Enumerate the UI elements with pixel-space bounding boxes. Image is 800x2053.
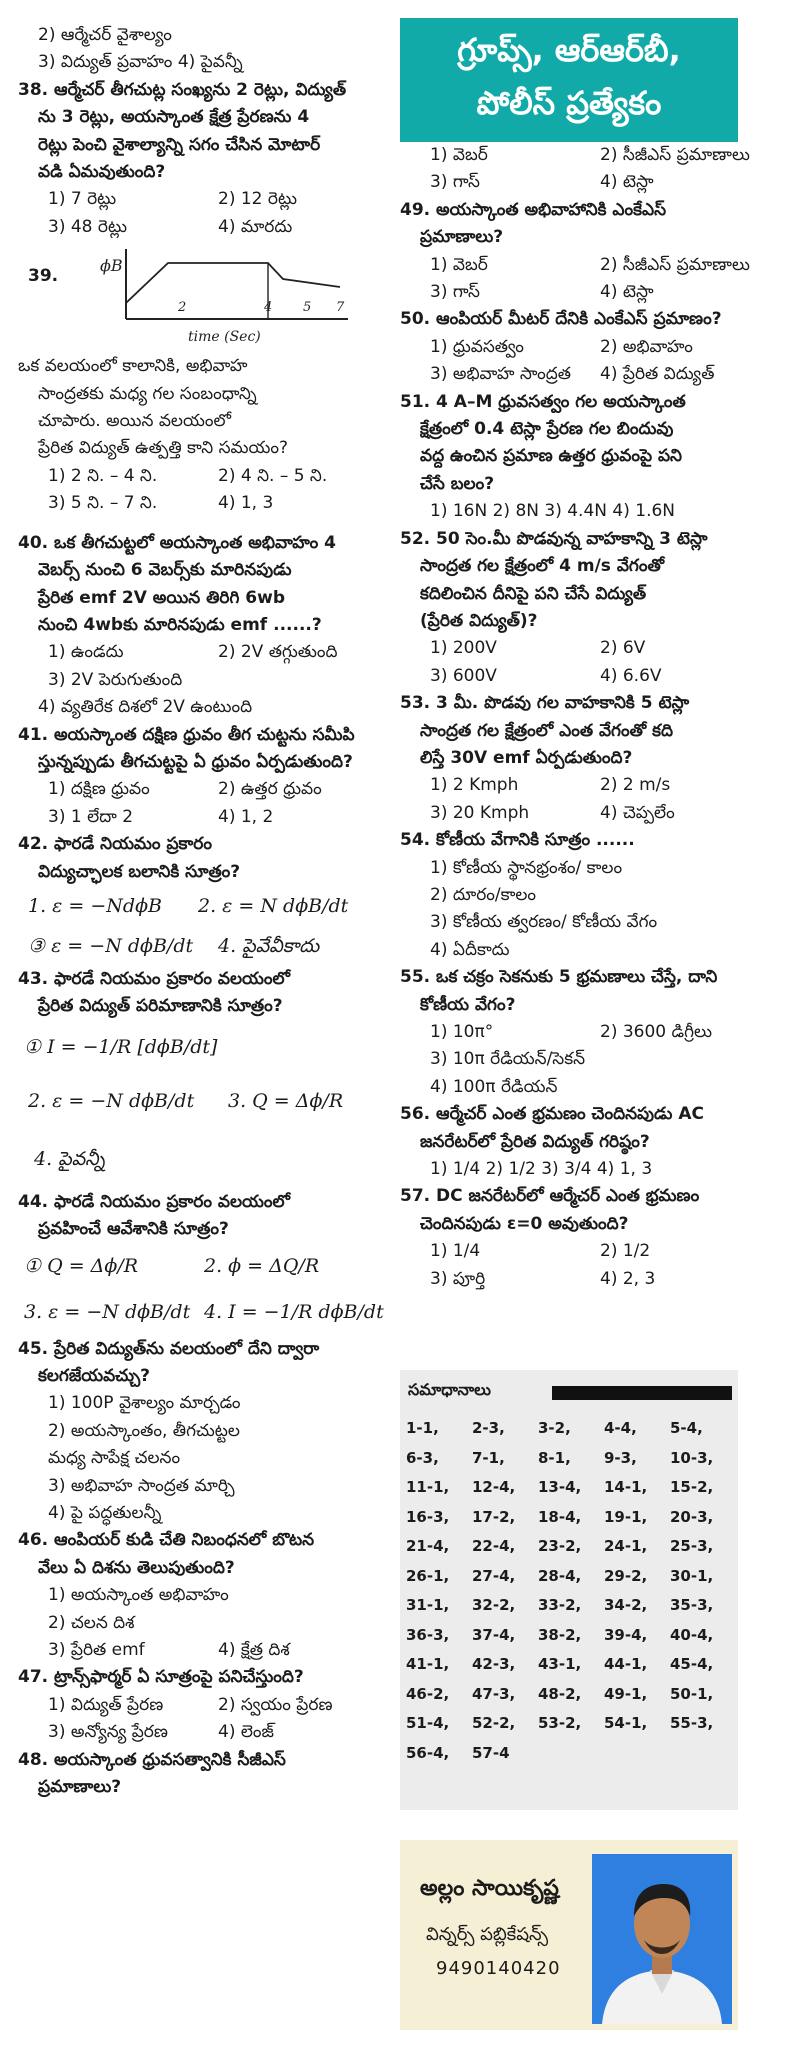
answer-cell: 25-3, [670, 1537, 714, 1555]
author-publisher: విన్నర్స్ పబ్లికేషన్స్ [426, 1924, 549, 1945]
answer-cell: 57-4 [472, 1743, 510, 1762]
answer-cell: 55-3, [670, 1714, 714, 1732]
q44-handwritten-options: ① Q = Δϕ/R 2. ϕ = ΔQ/R [24, 1254, 320, 1277]
q39-options: 3) 5 ని. – 7 ని. 4) 1, 3 [48, 493, 274, 514]
q45-option: 2) అయస్కాంతం, తీగచుట్టల [48, 1420, 240, 1441]
q57-options: 1) 1/4 2) 1/2 [430, 1241, 651, 1262]
answer-cell: 39-4, [604, 1625, 648, 1644]
q48-options: 1) వెబర్ 2) సీజీఎస్ ప్రమాణాలు [430, 145, 750, 165]
answer-cell: 27-4, [472, 1566, 516, 1585]
q49-options: 1) వెబర్ 2) సీజీఎస్ ప్రమాణాలు [430, 254, 750, 275]
answer-key-grid [406, 1414, 736, 1768]
answer-cell: 21-4, [406, 1537, 450, 1555]
q40-line: నుంచి 4wbకు మారినపుడు emf ......? [38, 614, 322, 635]
answer-cell: 52-2, [472, 1714, 516, 1732]
answer-cell: 29-2, [604, 1566, 648, 1585]
answer-cell: 13-4, [538, 1478, 582, 1496]
q52-options: 1) 200V 2) 6V [430, 638, 646, 659]
q51-line: చేసే బలం? [420, 473, 495, 494]
q40-line: ప్రేరిత emf 2V అయిన తిరిగి 6wb [38, 587, 285, 608]
q39-line: సాంద్రతకు మధ్య గల సంబంధాన్ని [38, 383, 257, 404]
graph-tick: 7 [336, 300, 345, 316]
q39-graph-area [18, 241, 398, 353]
answer-cell: 28-4, [538, 1566, 582, 1585]
q40-line: 40. ఒక తీగచుట్టలో అయస్కాంత అభివాహం 4 [18, 532, 336, 553]
answer-cell: 11-1, [406, 1478, 450, 1496]
answer-cell: 35-3, [670, 1596, 714, 1614]
q48-line: 48. అయస్కాంత ధ్రువసత్వానికి సీజీఎస్ [18, 1749, 286, 1770]
answer-cell: 18-4, [538, 1507, 582, 1526]
answer-cell: 15-2, [670, 1478, 714, 1496]
q51-options: 1) 16N 2) 8N 3) 4.4N 4) 1.6N [430, 501, 676, 522]
q54-line: 54. కోణీయ వేగానికి సూత్రం ...... [400, 830, 635, 851]
q39-options: 1) 2 ని. – 4 ని. 2) 4 ని. – 5 ని. [48, 465, 328, 486]
q40-line: వెబర్స్ నుంచి 6 వెబర్స్‌కు మారినపుడు [38, 560, 292, 581]
answer-row [406, 1650, 736, 1680]
answer-cell: 6-3, [406, 1448, 439, 1467]
q46-option: 1) అయస్కాంత అభివాహం [48, 1585, 229, 1606]
answer-key-box [400, 1370, 738, 1810]
banner-line: గ్రూప్స్, ఆర్‌ఆర్‌బీ, [457, 31, 681, 69]
author-box [400, 1840, 738, 2030]
q43-handwritten-option: 4. పైవన్నీ [34, 1147, 106, 1170]
answer-cell: 49-1, [604, 1684, 648, 1703]
q53-options: 3) 20 Kmph 4) చెప్పలేం [430, 802, 675, 823]
q52-options: 3) 600V 4) 6.6V [430, 665, 662, 686]
answer-cell: 37-4, [472, 1625, 516, 1644]
q42-handwritten-options: ③ ε = −N dϕB/dt 4. పైవేవీకాదు [28, 934, 320, 957]
q55-option: 4) 100π రేడియన్ [430, 1076, 558, 1097]
q37-option-line: 2) ఆర్మేచర్ వైశాల్యం [38, 25, 172, 45]
q45-option: 3) అభివాహ సాంద్రత మార్చి [48, 1475, 235, 1496]
answer-cell: 4-4, [604, 1419, 637, 1437]
answer-cell: 50-1, [670, 1684, 714, 1703]
q43-line: 43. ఫారడే నియమం ప్రకారం వలయంలో [18, 968, 291, 989]
q49-line: 49. అయస్కాంత అభివాహానికి ఎంకేఎస్ [400, 199, 667, 220]
q52-line: సాంద్రత గల క్షేత్రంలో 4 m/s వేగంతో [420, 556, 665, 577]
q45-option: 1) 100P వైశాల్యం మార్చడం [48, 1393, 241, 1414]
answer-row [406, 1473, 736, 1503]
q38-options: 1) 7 రెట్లు 2) 12 రెట్లు [48, 189, 297, 210]
q52-line: (ప్రేరిత విద్యుత్)? [420, 610, 538, 631]
graph-x-label: time (Sec) [188, 329, 261, 346]
answer-cell: 45-4, [670, 1655, 714, 1673]
banner-line: పోలీస్ ప్రత్యేకం [476, 84, 662, 122]
q52-line: కదిలించిన దీనిపై పని చేసే విద్యుత్ [420, 583, 647, 604]
q37-option-line: 3) విద్యుత్ ప్రవాహం 4) పైవన్నీ [38, 52, 243, 73]
q50-options: 1) ధ్రువసత్వం 2) అభివాహం [430, 336, 693, 357]
answer-cell: 7-1, [472, 1448, 505, 1467]
answer-key-title: సమాధానాలు [408, 1380, 491, 1399]
q43-handwritten-options: 2. ε = −N dϕB/dt 3. Q = Δϕ/R [28, 1089, 344, 1112]
q56-line: జనరేటర్‌లో ప్రేరిత విద్యుత్ గరిష్ఠం? [420, 1131, 650, 1152]
answer-cell: 17-2, [472, 1507, 516, 1526]
q51-line: 51. 4 A–M ధ్రువసత్వం గల అయస్కాంత [400, 391, 686, 412]
q42-line: విద్యుచ్ఛాలక బలానికి సూత్రం? [38, 861, 241, 882]
answer-cell: 43-1, [538, 1655, 582, 1673]
answer-cell: 23-2, [538, 1537, 582, 1555]
q42-handwritten-options: 1. ε = −NdϕB 2. ε = N dϕB/dt [28, 894, 349, 917]
answer-row [406, 1680, 736, 1710]
q43-handwritten-option: ① I = −1/R [dϕB/dt] [24, 1035, 218, 1058]
answer-cell: 38-2, [538, 1625, 582, 1644]
q53-line: సాంద్రత గల క్షేత్రంలో ఎంత వేగంతో కది [420, 720, 673, 741]
answer-row [406, 1444, 736, 1474]
q38-line: 38. ఆర్మేచర్ తీగచుట్ల సంఖ్యను 2 రెట్లు, విద్యుత్ [18, 79, 347, 100]
answer-row [406, 1591, 736, 1621]
q42-line: 42. ఫారడే నియమం ప్రకారం [18, 834, 212, 855]
q38-line: ను 3 రెట్లు, అయస్కాంత క్షేత్ర ప్రేరణను 4 [38, 107, 310, 128]
answer-row [406, 1621, 736, 1651]
q46-line: వేలు ఏ దిశను తెలుపుతుంది? [38, 1557, 235, 1578]
q57-options: 3) పూర్తి 4) 2, 3 [430, 1268, 656, 1289]
answer-cell: 19-1, [604, 1507, 648, 1526]
answer-cell: 16-3, [406, 1507, 450, 1526]
q41-line: స్తున్నప్పుడు తీగచుట్టపై ఏ ధ్రువం ఏర్పడుతుంది? [38, 751, 353, 772]
q53-line: లిస్తే 30V emf ఏర్పడుతుంది? [420, 747, 633, 768]
q47-options: 1) విద్యుత్ ప్రేరణ 2) స్వయం ప్రేరణ [48, 1694, 333, 1715]
answer-cell: 47-3, [472, 1684, 516, 1703]
q46-line: 46. ఆంపియర్ కుడి చేతి నిబంధనలో బొటన [18, 1530, 315, 1551]
graph-tick: 2 [178, 300, 187, 316]
q39-line: ప్రేరిత విద్యుత్ ఉత్పత్తి కాని సమయం? [38, 438, 289, 459]
left-column [18, 0, 398, 1802]
q46-options: 3) ప్రేరిత emf 4) క్షేత్ర దిశ [48, 1640, 290, 1661]
answer-cell: 31-1, [406, 1596, 450, 1614]
q51-line: క్షేత్రంలో 0.4 టెస్లా ప్రేరణ గల బిందువు [420, 419, 674, 440]
answer-cell: 33-2, [538, 1596, 582, 1614]
q44-handwritten-options: 3. ε = −N dϕB/dt 4. I = −1/R dϕB/dt [24, 1300, 384, 1323]
answer-row [406, 1709, 736, 1739]
q57-line: చెందినపుడు ε=0 అవుతుంది? [420, 1213, 629, 1234]
answer-row [406, 1503, 736, 1533]
q38-options: 3) 48 రెట్లు 4) మారదు [48, 216, 293, 237]
q40-options: 1) ఉండదు 2) 2V తగ్గుతుంది [48, 642, 338, 663]
q57-line: 57. DC జనరేటర్‌లో ఆర్మేచర్ ఎంత భ్రమణం [400, 1186, 700, 1207]
answer-cell: 40-4, [670, 1625, 714, 1644]
answer-cell: 9-3, [604, 1448, 637, 1467]
q55-options: 1) 10π° 2) 3600 డిగ్రీలు [430, 1022, 712, 1042]
q53-line: 53. 3 మీ. పొడవు గల వాహకానికి 5 టెస్లా [400, 693, 690, 714]
q54-option: 4) ఏదీకాదు [430, 939, 510, 960]
answer-cell: 56-4, [406, 1743, 450, 1762]
author-phone: 9490140420 [436, 1958, 561, 1979]
answer-cell: 10-3, [670, 1448, 714, 1467]
q45-option: మధ్య సాపేక్ష చలనం [48, 1448, 181, 1469]
answer-row [406, 1739, 736, 1769]
answer-cell: 34-2, [604, 1596, 648, 1614]
answer-cell: 5-4, [670, 1419, 703, 1437]
answer-cell: 26-1, [406, 1566, 450, 1585]
answer-cell: 42-3, [472, 1655, 516, 1673]
q56-options: 1) 1/4 2) 1/2 3) 3/4 4) 1, 3 [430, 1159, 653, 1180]
section-banner [400, 18, 738, 142]
answer-cell: 8-1, [538, 1448, 571, 1467]
answer-cell: 44-1, [604, 1655, 648, 1673]
graph-y-label: ϕB [100, 256, 123, 276]
answer-row [406, 1414, 736, 1444]
answer-cell: 14-1, [604, 1478, 648, 1496]
answer-cell: 48-2, [538, 1684, 582, 1703]
q39-number: 39. [28, 266, 59, 287]
answer-cell: 2-3, [472, 1419, 505, 1437]
answer-row [406, 1562, 736, 1592]
answer-cell: 24-1, [604, 1537, 648, 1555]
answer-cell: 1-1, [406, 1419, 439, 1437]
answer-cell: 20-3, [670, 1507, 714, 1526]
q55-option: 3) 10π రేడియన్/సెకన్ [430, 1049, 586, 1070]
q55-line: కోణీయ వేగం? [420, 994, 516, 1015]
q48-options: 3) గాస్ 4) టెస్లా [430, 172, 654, 193]
q50-line: 50. ఆంపియర్ మీటర్ దేనికి ఎంకేఎస్ ప్రమాణం? [400, 309, 722, 330]
q56-line: 56. ఆర్మేచర్ ఎంత భ్రమణం చెందినపుడు AC [400, 1104, 704, 1125]
right-column [400, 142, 780, 1293]
author-name: అల్లం సాయికృష్ణ [420, 1876, 559, 1901]
q43-line: ప్రేరిత విద్యుత్ పరిమాణానికి సూత్రం? [38, 996, 283, 1017]
answer-cell: 51-4, [406, 1714, 450, 1732]
q41-line: 41. అయస్కాంత దక్షిణ ధ్రువం తీగ చుట్టను సమీపి [18, 724, 355, 745]
q44-line: 44. ఫారడే నియమం ప్రకారం వలయంలో [18, 1191, 291, 1212]
q50-options: 3) అభివాహ సాంద్రత 4) ప్రేరిత విద్యుత్ [430, 364, 715, 385]
q39-line: ఒక వలయంలో కాలానికి, అభివాహ [18, 356, 248, 377]
q39-line: చూపారు. అయిన వలయంలో [38, 411, 231, 432]
answer-cell: 12-4, [472, 1478, 516, 1496]
q40-option: 3) 2V పెరుగుతుంది [48, 669, 183, 690]
q54-option: 2) దూరం/కాలం [430, 884, 537, 905]
answer-cell: 53-2, [538, 1714, 582, 1732]
author-portrait-icon [592, 1854, 732, 2024]
q45-option: 4) పై పద్ధతులన్నీ [48, 1503, 162, 1524]
q39-flux-time-graph [78, 241, 378, 353]
q44-line: ప్రవహించే ఆవేశానికి సూత్రం? [38, 1219, 229, 1240]
graph-tick: 4 [264, 300, 273, 316]
q55-line: 55. ఒక చక్రం సెకనుకు 5 భ్రమణాలు చేస్తే, దాని [400, 967, 718, 988]
author-photo [592, 1854, 732, 2024]
q40-option: 4) వ్యతిరేక దిశలో 2V ఉంటుంది [38, 697, 253, 718]
q54-option: 1) కోణీయ స్థానభ్రంశం/ కాలం [430, 857, 623, 878]
q45-line: కలగజేయవచ్చు? [38, 1366, 151, 1386]
answer-cell: 36-3, [406, 1625, 450, 1644]
answer-cell: 46-2, [406, 1684, 450, 1703]
q53-options: 1) 2 Kmph 2) 2 m/s [430, 775, 671, 796]
q41-options: 1) దక్షిణ ధ్రువం 2) ఉత్తర ధ్రువం [48, 779, 322, 800]
q54-option: 3) కోణీయ త్వరణం/ కోణీయ వేగం [430, 912, 658, 933]
q52-line: 52. 50 సెం.మీ పొడవున్న వాహకాన్ని 3 టెస్లా [400, 528, 708, 549]
q49-options: 3) గాస్ 4) టెస్లా [430, 282, 654, 303]
q47-line: 47. ట్రాన్స్‌ఫార్మర్ ఏ సూత్రంపై పనిచేస్తుంది? [18, 1667, 304, 1688]
q38-line: వడి ఏమవుతుంది? [38, 162, 166, 183]
q46-option: 2) చలన దిశ [48, 1612, 135, 1633]
answer-cell: 32-2, [472, 1596, 516, 1614]
answer-cell: 3-2, [538, 1419, 571, 1437]
answer-key-divider-bar [552, 1386, 732, 1400]
q48-line: ప్రమాణాలు? [38, 1777, 122, 1798]
q49-line: ప్రమాణాలు? [420, 227, 504, 248]
q47-options: 3) అన్యోన్య ప్రేరణ 4) లెంజ్ [48, 1722, 274, 1743]
answer-cell: 22-4, [472, 1537, 516, 1555]
q41-options: 3) 1 లేదా 2 4) 1, 2 [48, 806, 274, 827]
answer-row [406, 1532, 736, 1562]
answer-cell: 41-1, [406, 1655, 450, 1673]
graph-tick: 5 [303, 300, 312, 316]
answer-cell: 30-1, [670, 1566, 714, 1585]
q51-line: వద్ద ఉంచిన ప్రమాణ ఉత్తర ధ్రువంపై పని [420, 446, 682, 467]
q45-line: 45. ప్రేరిత విద్యుత్‌ను వలయంలో దేని ద్వారా [18, 1338, 320, 1359]
answer-cell: 54-1, [604, 1714, 648, 1732]
q38-line: రెట్లు పెంచి వైశాల్యాన్ని సగం చేసిన మోటార్ [38, 134, 321, 155]
